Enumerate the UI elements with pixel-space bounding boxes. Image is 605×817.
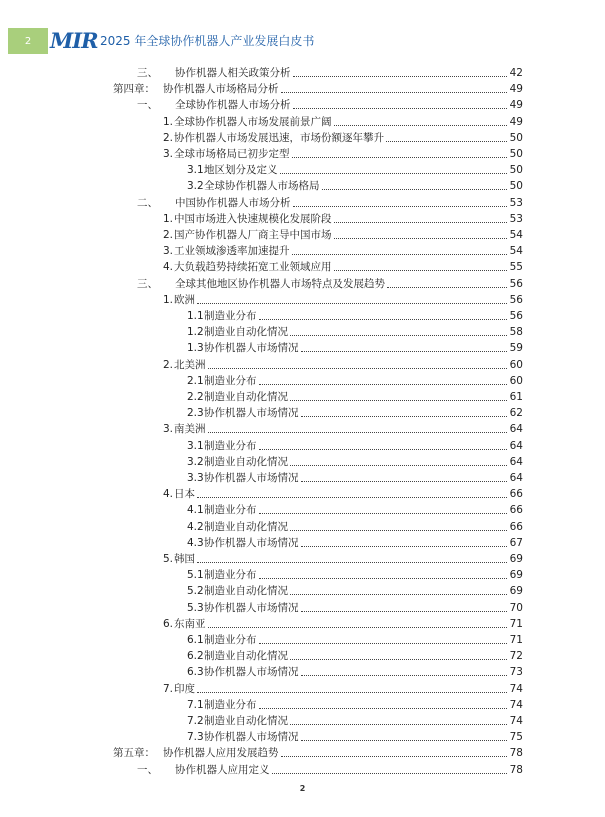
- toc-entry-title: 协作机器人应用定义: [175, 763, 270, 776]
- toc-entry-page: 42: [509, 67, 523, 79]
- toc-leader-dots: [301, 480, 508, 482]
- toc-entry[interactable]: [163, 550, 523, 566]
- toc-leader-dots: [301, 610, 508, 612]
- toc-entry-number: 6.1: [187, 634, 204, 646]
- toc-entry-title: 中国协作机器人市场分析: [175, 196, 291, 209]
- toc-entry-page: 49: [509, 83, 523, 96]
- toc-entry-number: 3.2: [187, 455, 204, 468]
- toc-entry[interactable]: [187, 323, 523, 339]
- toc-entry[interactable]: [137, 761, 523, 777]
- toc-entry-number: 6.3: [187, 666, 204, 679]
- toc-leader-dots: [197, 561, 507, 563]
- mir-logo: MIR: [50, 28, 98, 53]
- toc-entry-number: 4.: [163, 488, 174, 501]
- toc-entry[interactable]: [113, 80, 523, 96]
- toc-entry[interactable]: [163, 145, 523, 161]
- toc-entry-number: 三、: [137, 277, 158, 290]
- toc-entry-page: 60: [509, 374, 523, 387]
- toc-leader-dots: [259, 318, 508, 320]
- toc-entry-title: 制造业分布: [204, 439, 257, 452]
- toc-entry-number: 一、: [137, 99, 158, 112]
- toc-entry-page: 66: [509, 504, 523, 517]
- toc-leader-dots: [301, 545, 508, 547]
- toc-entry-title: 印度: [174, 682, 195, 695]
- toc-entry-title: 全球协作机器人市场分析: [175, 99, 291, 112]
- toc-entry-number: 4.1: [187, 504, 204, 517]
- toc-entry[interactable]: [187, 599, 523, 615]
- toc-entry-page: 54: [509, 229, 523, 241]
- toc-entry-title: 协作机器人市场情况: [204, 731, 299, 744]
- page-header: [0, 28, 605, 54]
- toc-entry-page: 74: [509, 682, 523, 695]
- toc-entry-number: 1.1: [187, 310, 204, 322]
- toc-entry-number: 1.: [163, 212, 174, 225]
- toc-entry-title: 协作机器人市场情况: [204, 472, 299, 484]
- toc-entry-page: 55: [509, 261, 523, 274]
- toc-entry-title: 协作机器人市场情况: [204, 342, 299, 355]
- toc-entry-page: 67: [509, 536, 523, 549]
- toc-entry-title: 欧洲: [174, 293, 195, 306]
- toc-leader-dots: [208, 626, 508, 628]
- toc-entry-page: 61: [509, 391, 523, 403]
- toc-leader-dots: [197, 302, 507, 304]
- toc-entry[interactable]: [163, 226, 523, 242]
- toc-entry-page: 75: [509, 731, 523, 744]
- toc-entry-number: 5.1: [187, 569, 204, 582]
- toc-entry-page: 56: [509, 293, 523, 306]
- toc-leader-dots: [290, 658, 507, 660]
- toc-entry-page: 56: [509, 277, 523, 290]
- toc-leader-dots: [301, 739, 508, 741]
- toc-entry-page: 64: [509, 439, 523, 452]
- toc-entry-number: 2.: [163, 358, 174, 371]
- toc-entry-page: 62: [509, 407, 523, 420]
- toc-leader-dots: [259, 383, 508, 385]
- toc-entry-number: 1.2: [187, 326, 204, 339]
- toc-entry-number: 7.3: [187, 731, 204, 744]
- toc-entry[interactable]: [187, 663, 523, 679]
- toc-entry[interactable]: [187, 534, 523, 550]
- toc-leader-dots: [208, 367, 508, 369]
- toc-entry-page: 59: [509, 342, 523, 355]
- toc-entry-number: 3.: [163, 245, 174, 258]
- toc-entry-title: 制造业自动化情况: [204, 520, 288, 533]
- footer-page-number: 2: [299, 784, 306, 793]
- toc-entry-title: 工业领域渗透率加速提升: [174, 245, 290, 258]
- toc-entry-page: 71: [509, 634, 523, 646]
- toc-entry-number: 4.: [163, 261, 174, 274]
- header-page-number: 2: [8, 28, 48, 54]
- toc-leader-dots: [293, 205, 508, 207]
- toc-entry-number: 2.1: [187, 374, 204, 387]
- toc-leader-dots: [290, 334, 507, 336]
- toc-entry-number: 3.1: [187, 164, 204, 177]
- toc-entry-title: 韩国: [174, 553, 195, 565]
- toc-entry-number: 2.2: [187, 391, 204, 403]
- toc-entry[interactable]: [187, 404, 523, 420]
- toc-entry-number: 5.3: [187, 601, 204, 614]
- toc-entry-page: 64: [509, 423, 523, 436]
- toc-entry-title: 制造业分布: [204, 634, 257, 646]
- toc-entry-number: 第四章：: [113, 83, 155, 96]
- toc-entry[interactable]: [163, 210, 523, 226]
- toc-entry-number: 二、: [137, 196, 158, 209]
- toc-entry-number: 7.1: [187, 698, 204, 711]
- toc-leader-dots: [290, 593, 507, 595]
- toc-entry-number: 3.2: [187, 180, 204, 193]
- toc-entry-number: 7.: [163, 682, 174, 695]
- toc-entry-title: 制造业自动化情况: [204, 585, 288, 598]
- toc-leader-dots: [272, 772, 508, 774]
- toc-entry[interactable]: [187, 712, 523, 728]
- toc-entry-title: 地区划分及定义: [204, 164, 278, 177]
- toc-entry-number: 6.: [163, 617, 174, 630]
- toc-entry-page: 74: [509, 715, 523, 727]
- toc-entry[interactable]: [163, 680, 523, 696]
- toc-entry-title: 制造业分布: [204, 504, 257, 517]
- toc-entry-number: 5.2: [187, 585, 204, 598]
- toc-entry-title: 协作机器人市场发展迅速，市场份额逐年攀升: [174, 131, 384, 144]
- toc-leader-dots: [334, 237, 508, 239]
- toc-entry-page: 50: [509, 148, 523, 160]
- toc-leader-dots: [292, 156, 508, 158]
- toc-entry-page: 49: [509, 115, 523, 128]
- toc-leader-dots: [290, 529, 507, 531]
- toc-leader-dots: [334, 269, 508, 271]
- toc-entry[interactable]: [187, 631, 523, 647]
- toc-entry-page: 64: [509, 472, 523, 484]
- toc-leader-dots: [197, 691, 507, 693]
- toc-entry-page: 69: [509, 585, 523, 598]
- toc-leader-dots: [387, 286, 507, 288]
- toc-entry-page: 66: [509, 520, 523, 533]
- toc-entry-title: 制造业分布: [204, 569, 257, 582]
- toc-entry[interactable]: [187, 437, 523, 453]
- toc-entry-page: 74: [509, 698, 523, 711]
- toc-leader-dots: [281, 755, 508, 757]
- toc-entry-page: 70: [509, 601, 523, 614]
- toc-entry[interactable]: [137, 194, 523, 210]
- toc-entry-page: 73: [509, 666, 523, 679]
- toc-leader-dots: [280, 172, 508, 174]
- toc-entry-page: 69: [509, 553, 523, 565]
- toc-entry-number: 3.: [163, 423, 174, 436]
- toc-entry-title: 全球协作机器人市场发展前景广阔: [174, 115, 332, 128]
- toc-entry[interactable]: [187, 453, 523, 469]
- toc-entry[interactable]: [163, 113, 523, 129]
- toc-leader-dots: [259, 577, 508, 579]
- toc-leader-dots: [259, 642, 508, 644]
- document-title: 2025 年全球协作机器人产业发展白皮书: [100, 34, 315, 48]
- toc-entry-page: 72: [509, 650, 523, 663]
- toc-entry[interactable]: [187, 518, 523, 534]
- toc-entry-number: 5.: [163, 553, 174, 565]
- toc-leader-dots: [301, 350, 508, 352]
- toc-entry[interactable]: [187, 388, 523, 404]
- toc-entry-page: 66: [509, 488, 523, 501]
- toc-entry[interactable]: [137, 96, 523, 112]
- toc-entry[interactable]: [187, 372, 523, 388]
- toc-entry-title: 协作机器人应用发展趋势: [163, 747, 279, 760]
- toc-entry-page: 50: [509, 180, 523, 193]
- toc-entry-number: 3.1: [187, 439, 204, 452]
- toc-leader-dots: [322, 188, 508, 190]
- toc-entry-title: 全球其他地区协作机器人市场特点及发展趋势: [175, 277, 385, 290]
- toc-entry[interactable]: [187, 177, 523, 193]
- toc-leader-dots: [386, 140, 507, 142]
- toc-leader-dots: [334, 124, 508, 126]
- toc-entry[interactable]: [163, 129, 523, 145]
- toc-entry-page: 58: [509, 326, 523, 339]
- toc-entry[interactable]: [187, 566, 523, 582]
- toc-leader-dots: [259, 448, 508, 450]
- toc-entry-title: 协作机器人相关政策分析: [175, 67, 291, 79]
- toc-entry-title: 制造业自动化情况: [204, 455, 288, 468]
- toc-entry-number: 第五章：: [113, 747, 155, 760]
- toc-leader-dots: [259, 707, 508, 709]
- toc-entry-page: 78: [509, 763, 523, 776]
- toc-leader-dots: [292, 253, 508, 255]
- toc-leader-dots: [334, 221, 508, 223]
- toc-entry-title: 全球协作机器人市场格局: [204, 180, 320, 193]
- toc-entry-page: 53: [509, 196, 523, 209]
- toc-entry-page: 54: [509, 245, 523, 258]
- toc-leader-dots: [301, 415, 508, 417]
- toc-leader-dots: [301, 674, 508, 676]
- toc-entry-page: 78: [509, 747, 523, 760]
- toc-entry[interactable]: [187, 307, 523, 323]
- toc-entry[interactable]: [137, 275, 523, 291]
- toc-entry-title: 制造业自动化情况: [204, 715, 288, 727]
- toc-leader-dots: [281, 91, 508, 93]
- toc-leader-dots: [290, 723, 507, 725]
- toc-entry-page: 53: [509, 212, 523, 225]
- toc-entry[interactable]: [187, 582, 523, 598]
- toc-leader-dots: [197, 496, 507, 498]
- toc-entry-title: 制造业分布: [204, 374, 257, 387]
- toc-entry[interactable]: [137, 64, 523, 80]
- toc-entry-page: 56: [509, 310, 523, 322]
- toc-entry-number: 三、: [137, 67, 158, 79]
- toc-entry-number: 2.: [163, 131, 174, 144]
- toc-leader-dots: [208, 431, 508, 433]
- toc-entry-title: 制造业分布: [204, 698, 257, 711]
- toc-entry[interactable]: [187, 728, 523, 744]
- toc-entry-page: 49: [509, 99, 523, 112]
- toc-entry-number: 3.: [163, 148, 174, 160]
- toc-entry[interactable]: [187, 647, 523, 663]
- toc-leader-dots: [293, 75, 508, 77]
- toc-entry-title: 协作机器人市场情况: [204, 536, 299, 549]
- toc-entry-number: 3.3: [187, 472, 204, 484]
- toc-entry[interactable]: [113, 744, 523, 760]
- toc-entry-title: 协作机器人市场情况: [204, 666, 299, 679]
- toc-entry-page: 60: [509, 358, 523, 371]
- toc-entry-title: 制造业自动化情况: [204, 391, 288, 403]
- toc-entry[interactable]: [163, 258, 523, 274]
- toc-entry-title: 制造业分布: [204, 310, 257, 322]
- toc-entry[interactable]: [187, 696, 523, 712]
- toc-leader-dots: [293, 107, 508, 109]
- toc-entry[interactable]: [163, 485, 523, 501]
- toc-entry-title: 全球市场格局已初步定型: [174, 148, 290, 160]
- toc-entry-page: 50: [509, 131, 523, 144]
- toc-leader-dots: [290, 464, 507, 466]
- toc-leader-dots: [259, 512, 508, 514]
- toc-entry[interactable]: [163, 356, 523, 372]
- toc-entry[interactable]: [163, 615, 523, 631]
- toc-entry-title: 协作机器人市场情况: [204, 601, 299, 614]
- toc-entry-title: 制造业自动化情况: [204, 650, 288, 663]
- toc-entry-page: 69: [509, 569, 523, 582]
- toc-entry-page: 64: [509, 455, 523, 468]
- toc-entry[interactable]: [187, 339, 523, 355]
- toc-entry[interactable]: [187, 161, 523, 177]
- toc-entry-number: 1.: [163, 115, 174, 128]
- toc-entry-page: 71: [509, 617, 523, 630]
- toc-entry-number: 6.2: [187, 650, 204, 663]
- toc-entry-title: 国产协作机器人厂商主导中国市场: [174, 229, 332, 241]
- toc-entry-number: 2.3: [187, 407, 204, 420]
- toc-entry-page: 50: [509, 164, 523, 177]
- toc-entry-title: 日本: [174, 488, 195, 501]
- toc-entry-title: 中国市场进入快速规模化发展阶段: [174, 212, 332, 225]
- toc-entry-number: 一、: [137, 763, 158, 776]
- toc-entry-number: 1.3: [187, 342, 204, 355]
- toc-entry-number: 4.3: [187, 536, 204, 549]
- toc-entry[interactable]: [163, 420, 523, 436]
- toc-entry-title: 东南亚: [174, 617, 206, 630]
- toc-entry-number: 4.2: [187, 520, 204, 533]
- toc-entry-title: 协作机器人市场格局分析: [163, 83, 279, 96]
- toc-leader-dots: [290, 399, 507, 401]
- toc-entry-title: 北美洲: [174, 358, 206, 371]
- toc-entry[interactable]: [187, 501, 523, 517]
- toc-entry-number: 7.2: [187, 715, 204, 727]
- toc-entry-title: 南美洲: [174, 423, 206, 436]
- toc-entry-title: 制造业自动化情况: [204, 326, 288, 339]
- toc-entry-title: 协作机器人市场情况: [204, 407, 299, 420]
- toc-entry-number: 1.: [163, 293, 174, 306]
- toc-entry-number: 2.: [163, 229, 174, 241]
- toc-entry-title: 大负载趋势持续拓宽工业领域应用: [174, 261, 332, 274]
- toc-entry[interactable]: [163, 291, 523, 307]
- toc-entry[interactable]: [187, 469, 523, 485]
- toc-entry[interactable]: [163, 242, 523, 258]
